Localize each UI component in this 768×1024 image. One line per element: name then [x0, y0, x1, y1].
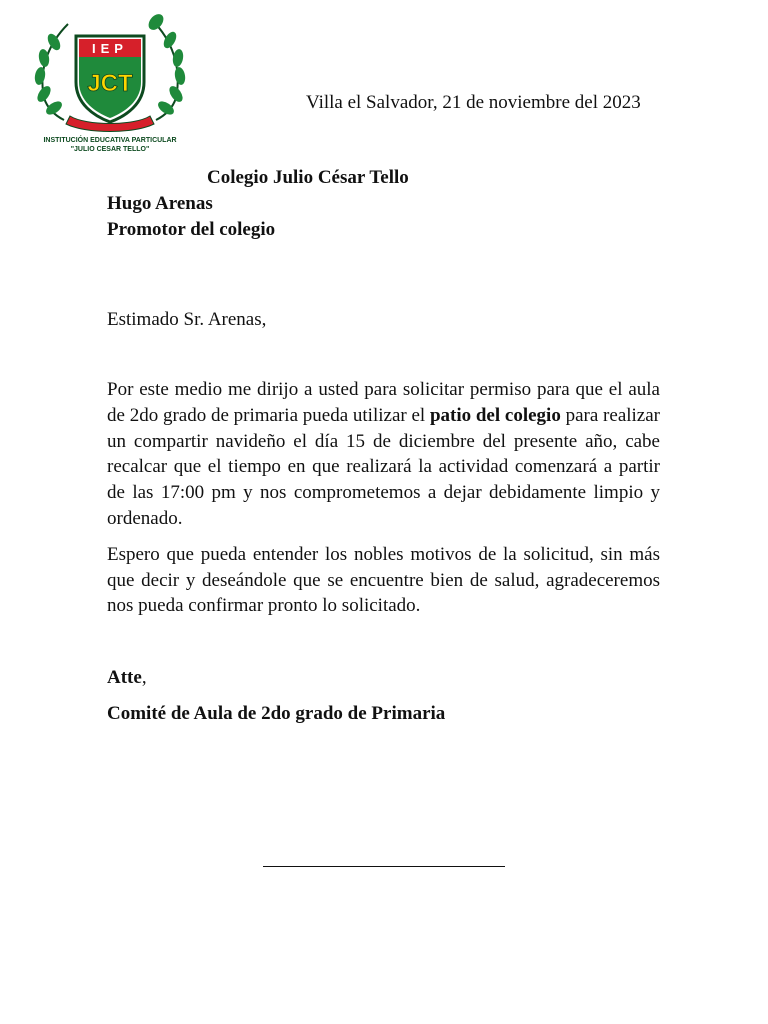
logo-caption-line2: "JULIO CESAR TELLO" [70, 146, 150, 152]
addressee-role: Promotor del colegio [107, 219, 276, 240]
body-paragraph-2: Espero que pueda entender los nobles motivos de la solicitud, sin más que decir y deseándole que se encuentre bien de salud, agradeceremos nos pueda confirmar pronto lo solicitado. [107, 543, 660, 617]
logo-top-letters: IEP [92, 41, 128, 56]
logo-initials: JCT [87, 70, 133, 97]
addressee-name: Hugo Arenas [107, 193, 213, 214]
school-crest-emblem [30, 12, 190, 152]
closing [107, 667, 147, 689]
paragraph-1-bold: patio del colegio [429, 404, 561, 426]
paragraph-1-before: Por este medio me dirijo a usted para solicitar permiso para que el aula de 2do grado de primaria pueda utilizar el [107, 379, 660, 426]
laurel-right-icon [146, 12, 187, 120]
letter-date: Villa el Salvador, 21 de noviembre del 2023 [306, 92, 641, 113]
paragraph-1-after: para realizar un compartir navideño el día 15 de diciembre del presente año, cabe recalcar que el tiempo en que realizará la actividad comenzará a partir de las 17:00 pm y nos comprometemos a dejar debidamente limpio y ordenado. [107, 404, 660, 529]
letter-body [107, 377, 660, 619]
addressee-block [107, 165, 409, 243]
closing-punct: , [141, 667, 147, 688]
laurel-left-icon [34, 24, 68, 120]
logo-caption-line1: INSTITUCIÓN EDUCATIVA PARTICULAR [43, 137, 177, 144]
body-paragraph-1 [107, 377, 660, 532]
signer: Comité de Aula de 2do grado de Primaria [107, 703, 446, 724]
signature-line [263, 866, 505, 867]
closing-word: Atte [107, 667, 142, 688]
addressee-school: Colegio Julio César Tello [207, 167, 409, 188]
school-logo [30, 12, 190, 152]
greeting: Estimado Sr. Arenas, [107, 309, 267, 330]
